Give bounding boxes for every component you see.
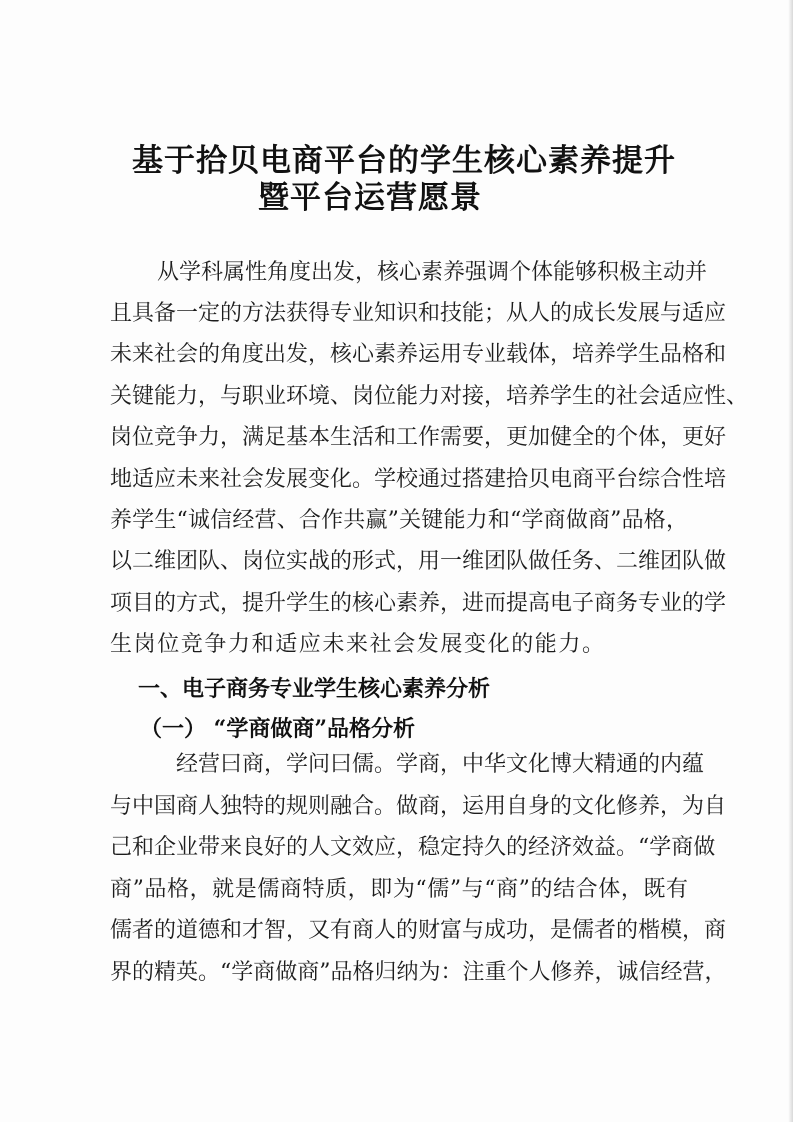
- document-title-line-2: 暨平台运营愿景: [258, 180, 482, 216]
- document-title-line-1: 基于拾贝电商平台的学生核心素养提升: [132, 143, 676, 179]
- section-heading-1: 一、电子商务专业学生核心素养分析: [138, 676, 491, 702]
- paragraph-2-line-5: 儒者的道德和才智，又有商人的财富与成功，是儒者的楷模，商: [110, 918, 727, 943]
- paragraph-1-line-3: 未来社会的角度出发，核心素养运用专业载体，培养学生品格和: [110, 342, 727, 367]
- section-heading-1-1: （一） “学商做商”品格分析: [140, 716, 415, 742]
- paragraph-1-line-1: 从学科属性角度出发，核心素养强调个体能够积极主动并: [157, 260, 708, 285]
- paragraph-1-line-8: 以二维团队、岗位实战的形式，用一维团队做任务、二维团队做: [110, 549, 727, 574]
- paragraph-1-line-7: 养学生“诚信经营、合作共赢”关键能力和“学商做商”品格，: [110, 508, 688, 533]
- paragraph-1-line-10: 生岗位竞争力和适应未来社会发展变化的能力。: [110, 632, 606, 657]
- scan-edge-shadow: [788, 0, 793, 1122]
- paragraph-1-line-6: 地适应未来社会发展变化。学校通过搭建拾贝电商平台综合性培: [110, 467, 727, 492]
- paragraph-2-line-3: 己和企业带来良好的人文效应，稳定持久的经济效益。“学商做: [110, 835, 716, 860]
- paragraph-2-line-6: 界的精英。“学商做商”品格归纳为：注重个人修养，诚信经营，: [110, 960, 727, 985]
- paragraph-2-line-2: 与中国商人独特的规则融合。做商，运用自身的文化修养，为自: [110, 794, 727, 819]
- paragraph-1-line-2: 且具备一定的方法获得专业知识和技能；从人的成长发展与适应: [110, 301, 727, 326]
- paragraph-2-line-4: 商”品格，就是儒商特质，即为“儒”与“商”的结合体，既有: [110, 877, 688, 902]
- paragraph-1-line-4: 关键能力，与职业环境、岗位能力对接，培养学生的社会适应性、: [110, 384, 749, 409]
- paragraph-2-line-1: 经营曰商，学问曰儒。学商，中华文化博大精通的内蕴: [176, 752, 705, 777]
- paragraph-1-line-9: 项目的方式，提升学生的核心素养，进而提高电子商务专业的学: [110, 591, 727, 616]
- paragraph-1-line-5: 岗位竞争力，满足基本生活和工作需要，更加健全的个体，更好: [110, 425, 727, 450]
